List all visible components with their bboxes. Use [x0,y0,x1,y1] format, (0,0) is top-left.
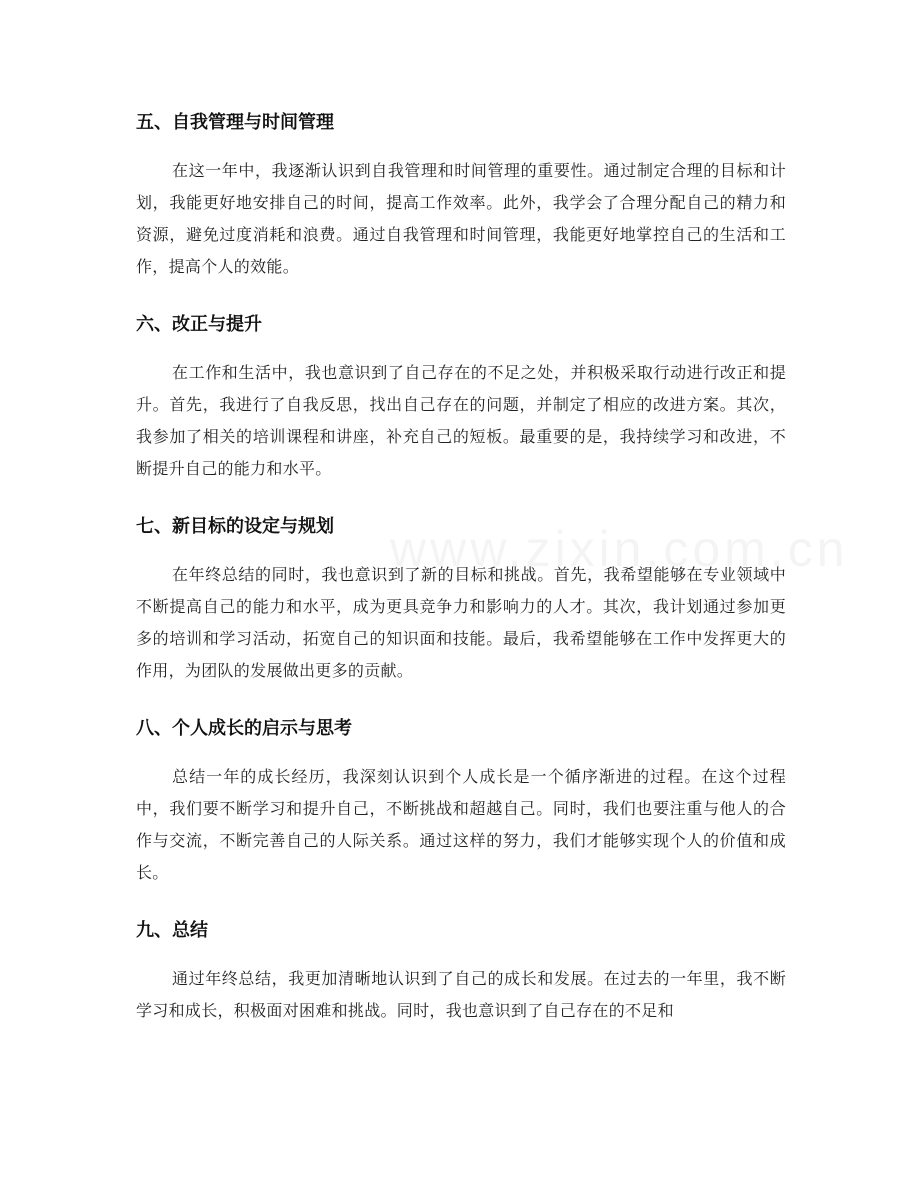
document-content [136,108,786,1054]
section-heading-5: 五、自我管理与时间管理 [136,112,334,133]
section-paragraph-9: 通过年终总结，我更加清晰地认识到了自己的成长和发展。在过去的一年里，我不断学习和成长，积极面对困难和挑战。同时，我也意识到了自己存在的不足和 [136,969,786,1020]
section-paragraph-8: 总结一年的成长经历，我深刻认识到个人成长是一个循序渐进的过程。在这个过程中，我们要不断学习和提升自己，不断挑战和超越自己。同时，我们也要注重与他人的合作与交流，不断完善自己的人际关系。通过这样的努力，我们才能够实现个人的价值和成长。 [136,767,786,882]
section-heading-8: 八、个人成长的启示与思考 [136,718,352,739]
section-heading-9: 九、总结 [136,920,208,941]
section-paragraph-7: 在年终总结的同时，我也意识到了新的目标和挑战。首先，我希望能够在专业领域中不断提高自己的能力和水平，成为更具竞争力和影响力的人才。其次，我计划通过参加更多的培训和学习活动，拓宽自己的知识面和技能。最后，我希望能够在工作中发挥更大的作用，为团队的发展做出更多的贡献。 [136,565,786,680]
section-heading-7: 七、新目标的设定与规划 [136,516,334,537]
section-paragraph-5: 在这一年中，我逐渐认识到自我管理和时间管理的重要性。通过制定合理的目标和计划，我能更好地安排自己的时间，提高工作效率。此外，我学会了合理分配自己的精力和资源，避免过度消耗和浪费。通过自我管理和时间管理，我能更好地掌控自己的生活和工作，提高个人的效能。 [136,161,786,276]
section-paragraph-6: 在工作和生活中，我也意识到了自己存在的不足之处，并积极采取行动进行改正和提升。首先，我进行了自我反思，找出自己存在的问题，并制定了相应的改进方案。其次，我参加了相关的培训课程和讲座，补充自己的短板。最重要的是，我持续学习和改进，不断提升自己的能力和水平。 [136,363,786,478]
section-heading-6: 六、改正与提升 [136,314,262,335]
